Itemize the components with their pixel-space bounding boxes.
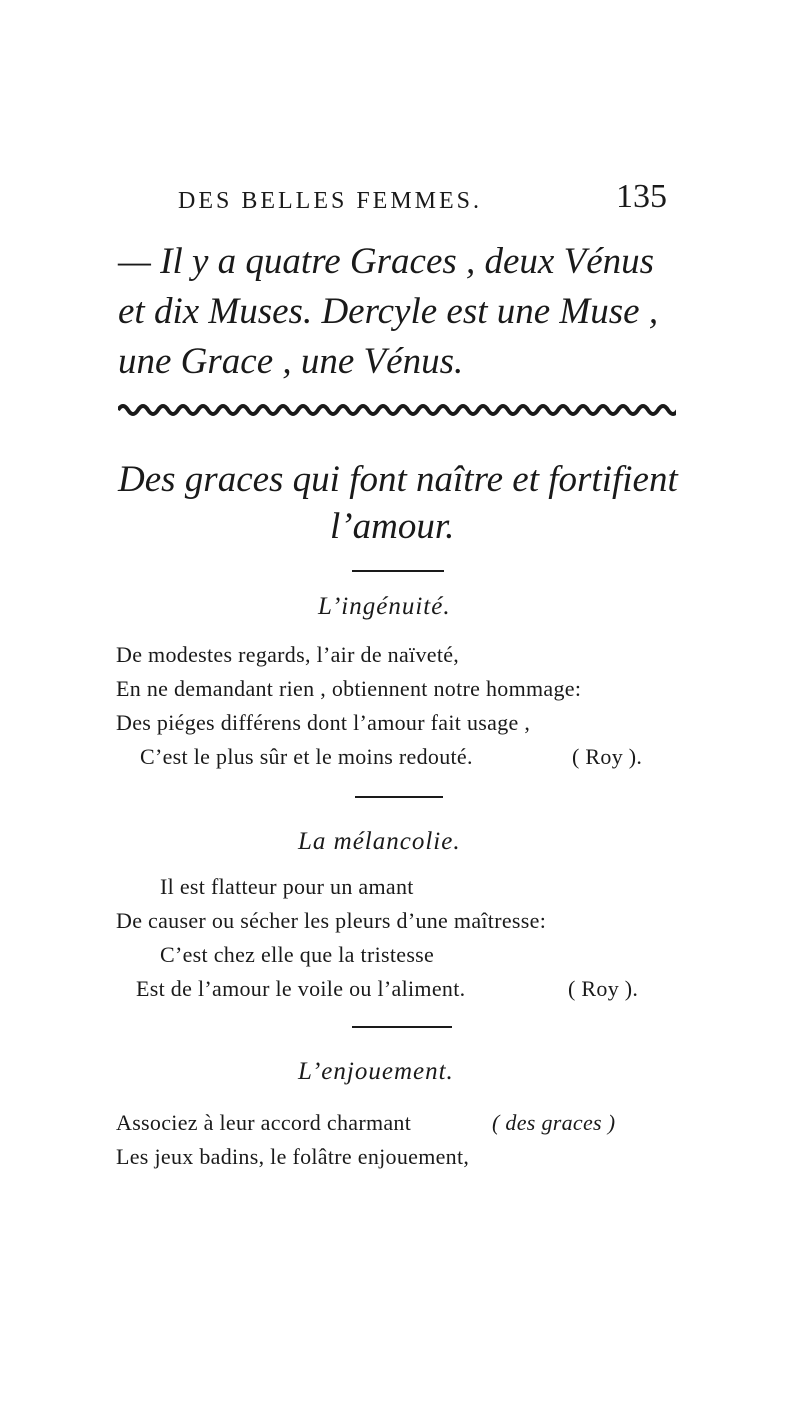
section-title-line-1: Des graces qui font naître et fortifient	[118, 459, 678, 500]
section-rule	[352, 570, 444, 572]
poem-2-line-3: C’est chez elle que la tristesse	[160, 942, 435, 967]
poem-1-line-4: C’est le plus sûr et le moins redouté.	[140, 744, 473, 769]
ornamental-divider	[118, 400, 676, 420]
poem-title-ingenuite: L’ingénuité.	[318, 593, 451, 620]
paragraph-line-3: une Grace , une Vénus.	[118, 341, 464, 382]
poem-1-attribution: ( Roy ).	[572, 744, 643, 769]
poem-title-enjouement: L’enjouement.	[298, 1058, 454, 1085]
section-title-line-2: l’amour.	[330, 506, 455, 547]
poem-1-line-2: En ne demandant rien , obtiennent notre hommage:	[116, 676, 582, 701]
poem-1-line-3: Des piéges différens dont l’amour fait usage ,	[116, 710, 531, 735]
poem-3-line-1: Associez à leur accord charmant	[116, 1110, 412, 1135]
poem-3-line-2: Les jeux badins, le folâtre enjouement,	[116, 1144, 470, 1169]
poem-1-line-1: De modestes regards, l’air de naïveté,	[116, 642, 460, 667]
paragraph-line-2: et dix Muses. Dercyle est une Muse ,	[118, 291, 659, 332]
poem-2-attribution: ( Roy ).	[568, 976, 639, 1001]
page-number: 135	[616, 178, 667, 215]
poem-2-line-1: Il est flatteur pour un amant	[160, 874, 414, 899]
poem-2-line-4: Est de l’amour le voile ou l’aliment.	[136, 976, 466, 1001]
poem-rule-2	[352, 1026, 452, 1028]
running-title: DES BELLES FEMMES.	[178, 188, 483, 214]
poem-2-line-2: De causer ou sécher les pleurs d’une maîtresse:	[116, 908, 547, 933]
poem-3-aside: ( des graces )	[492, 1110, 616, 1135]
poem-rule-1	[355, 796, 443, 798]
paragraph-line-1: — Il y a quatre Graces , deux Vénus	[118, 241, 655, 282]
poem-title-melancolie: La mélancolie.	[298, 828, 461, 855]
